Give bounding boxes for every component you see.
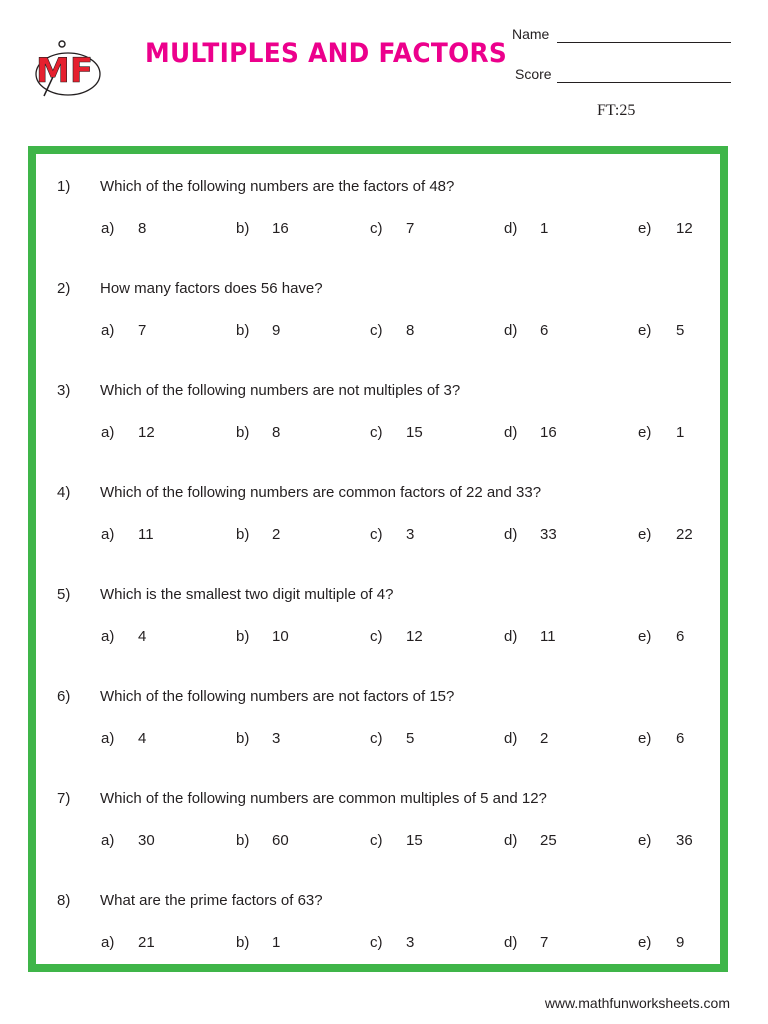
option-letter: b) [236, 322, 250, 339]
option-value[interactable]: 36 [676, 832, 693, 849]
question-text: What are the prime factors of 63? [100, 892, 323, 909]
question [0, 688, 768, 768]
option-letter: b) [236, 832, 250, 849]
option-letter: d) [504, 322, 518, 339]
option-value[interactable]: 11 [540, 628, 556, 645]
option-value[interactable]: 1 [272, 934, 281, 951]
option-letter: e) [638, 628, 652, 645]
option-letter: d) [504, 934, 518, 951]
option-letter: a) [101, 322, 115, 339]
option-value[interactable]: 21 [138, 934, 155, 951]
name-label: Name [512, 26, 550, 42]
worksheet-code: FT:25 [597, 102, 636, 119]
option-value[interactable]: 3 [272, 730, 281, 747]
option-value[interactable]: 7 [138, 322, 147, 339]
question-text: Which of the following numbers are common factors of 22 and 33? [100, 484, 542, 501]
option-letter: d) [504, 424, 518, 441]
option-letter: e) [638, 832, 652, 849]
option-value[interactable]: 5 [676, 322, 685, 339]
question-text: Which is the smallest two digit multiple of 4? [100, 586, 394, 603]
question-number: 6) [57, 688, 71, 705]
question-number: 8) [57, 892, 71, 909]
option-value[interactable]: 3 [406, 934, 415, 951]
question-text: Which of the following numbers are the factors of 48? [100, 178, 455, 195]
option-letter: e) [638, 934, 652, 951]
option-value[interactable]: 7 [540, 934, 549, 951]
option-value[interactable]: 16 [272, 220, 289, 237]
option-value[interactable]: 2 [540, 730, 549, 747]
question [0, 178, 768, 258]
option-letter: d) [504, 832, 518, 849]
option-letter: a) [101, 424, 115, 441]
option-value[interactable]: 8 [406, 322, 415, 339]
footer-url[interactable]: www.mathfunworksheets.com [544, 995, 730, 1011]
option-letter: d) [504, 730, 518, 747]
option-letter: b) [236, 628, 250, 645]
logo [30, 26, 110, 102]
question-number: 4) [57, 484, 71, 501]
option-value[interactable]: 9 [272, 322, 281, 339]
option-value[interactable]: 5 [406, 730, 415, 747]
question-number: 2) [57, 280, 71, 297]
option-letter: c) [370, 220, 383, 237]
option-letter: e) [638, 730, 652, 747]
question-number: 5) [57, 586, 71, 603]
option-value[interactable]: 10 [272, 628, 289, 645]
option-value[interactable]: 8 [272, 424, 281, 441]
option-value[interactable]: 16 [540, 424, 557, 441]
question-text: Which of the following numbers are not multiples of 3? [100, 382, 461, 399]
question [0, 790, 768, 870]
option-value[interactable]: 8 [138, 220, 147, 237]
option-letter: d) [504, 220, 518, 237]
option-letter: c) [370, 526, 383, 543]
option-letter: c) [370, 832, 383, 849]
option-value[interactable]: 30 [138, 832, 155, 849]
option-value[interactable]: 9 [676, 934, 685, 951]
option-letter: c) [370, 628, 383, 645]
option-letter: e) [638, 526, 652, 543]
option-letter: d) [504, 628, 518, 645]
option-letter: a) [101, 730, 115, 747]
option-letter: e) [638, 424, 652, 441]
option-letter: e) [638, 220, 652, 237]
option-value[interactable]: 4 [138, 628, 147, 645]
option-letter: b) [236, 934, 250, 951]
option-letter: a) [101, 220, 115, 237]
option-value[interactable]: 6 [676, 730, 685, 747]
option-letter: b) [236, 526, 250, 543]
logo-compass-head [59, 41, 65, 47]
option-letter: a) [101, 628, 115, 645]
option-letter: a) [101, 832, 115, 849]
name-line[interactable] [557, 42, 731, 43]
option-value[interactable]: 12 [676, 220, 693, 237]
option-value[interactable]: 2 [272, 526, 281, 543]
question [0, 280, 768, 360]
option-letter: e) [638, 322, 652, 339]
option-value[interactable]: 33 [540, 526, 557, 543]
option-value[interactable]: 15 [406, 424, 423, 441]
option-value[interactable]: 12 [138, 424, 155, 441]
question-number: 3) [57, 382, 71, 399]
option-value[interactable]: 22 [676, 526, 693, 543]
option-letter: a) [101, 526, 115, 543]
page-title: MULTIPLES AND FACTORS [145, 38, 508, 69]
option-value[interactable]: 1 [676, 424, 685, 441]
option-value[interactable]: 11 [138, 526, 154, 543]
option-value[interactable]: 25 [540, 832, 557, 849]
option-value[interactable]: 7 [406, 220, 415, 237]
question [0, 892, 768, 972]
score-line[interactable] [557, 82, 731, 83]
question [0, 586, 768, 666]
option-value[interactable]: 15 [406, 832, 423, 849]
question [0, 484, 768, 564]
option-value[interactable]: 3 [406, 526, 415, 543]
question-text: How many factors does 56 have? [100, 280, 323, 297]
option-letter: b) [236, 730, 250, 747]
option-value[interactable]: 12 [406, 628, 423, 645]
option-value[interactable]: 6 [540, 322, 549, 339]
option-value[interactable]: 1 [540, 220, 549, 237]
option-letter: a) [101, 934, 115, 951]
option-value[interactable]: 60 [272, 832, 289, 849]
option-letter: c) [370, 730, 383, 747]
question-number: 1) [57, 178, 71, 195]
question-text: Which of the following numbers are not factors of 15? [100, 688, 455, 705]
option-value[interactable]: 6 [676, 628, 685, 645]
option-value[interactable]: 4 [138, 730, 147, 747]
option-letter: c) [370, 322, 383, 339]
option-letter: c) [370, 934, 383, 951]
question-text: Which of the following numbers are common multiples of 5 and 12? [100, 790, 547, 807]
score-label: Score [515, 66, 552, 82]
option-letter: c) [370, 424, 383, 441]
question [0, 382, 768, 462]
option-letter: b) [236, 424, 250, 441]
logo-lettering: MF [36, 51, 94, 91]
question-number: 7) [57, 790, 71, 807]
option-letter: d) [504, 526, 518, 543]
option-letter: b) [236, 220, 250, 237]
